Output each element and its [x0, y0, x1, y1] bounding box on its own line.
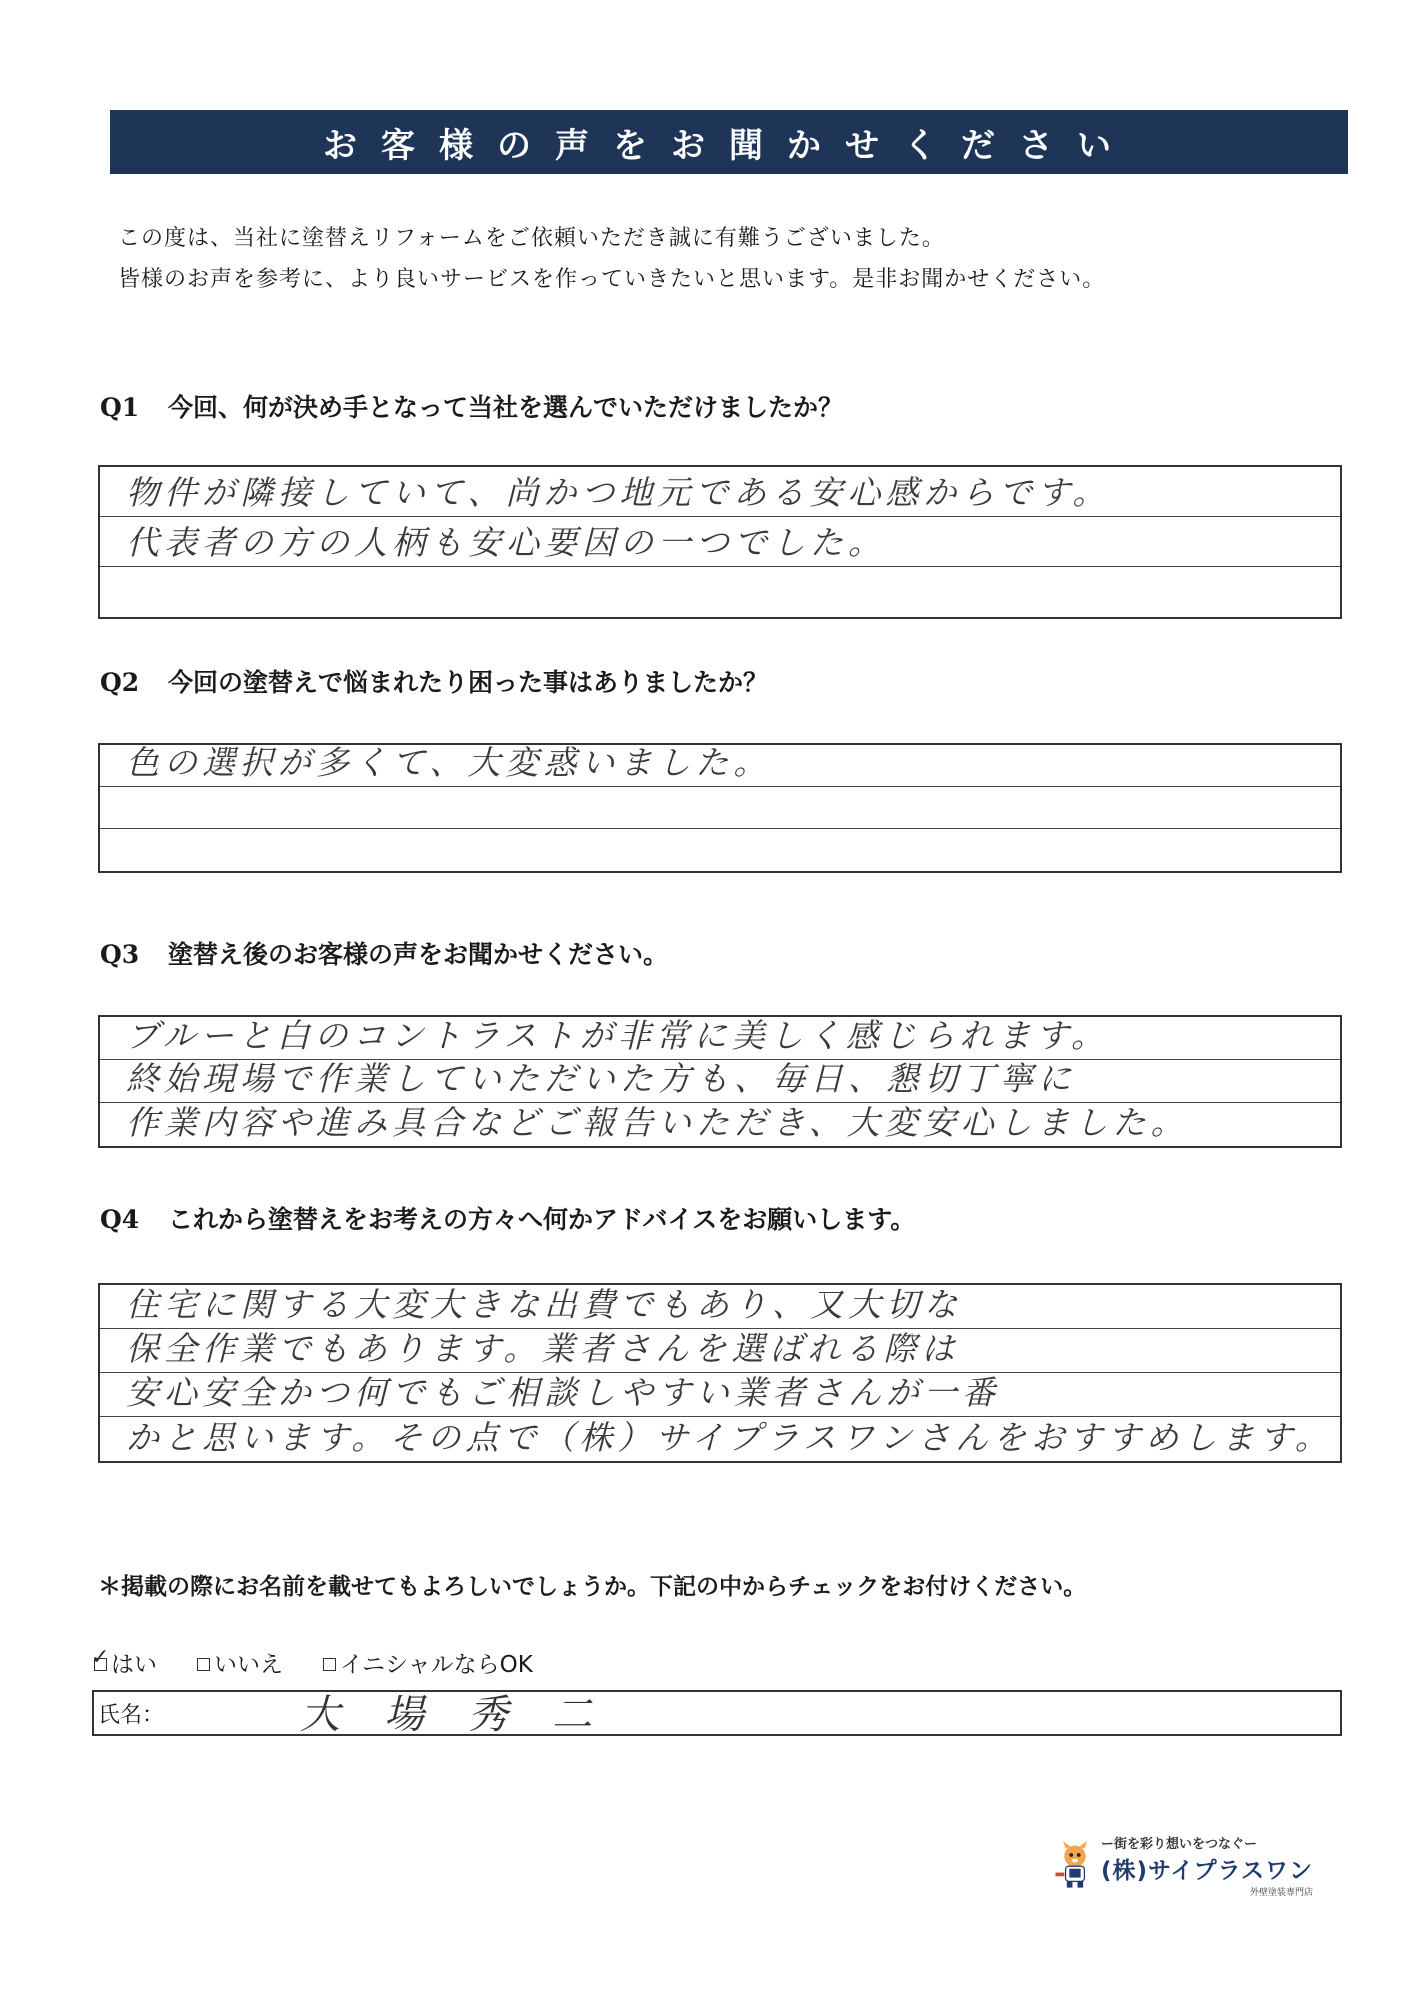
answer-box-3: [98, 1015, 1342, 1148]
company-name: (株)サイプラスワン: [1100, 1857, 1313, 1884]
name-field[interactable]: [92, 1690, 1342, 1736]
option-no[interactable]: [197, 1646, 283, 1679]
answer-box-4: [98, 1283, 1342, 1463]
answer-line: 保全作業でもあります。業者さんを選ばれる際は: [100, 1329, 1340, 1373]
answer-line: 色の選択が多くて、大変惑いました。: [100, 745, 1340, 787]
question-text: 今回の塗替えで悩まれたり困った事はありましたか？: [168, 668, 769, 697]
company-subtitle: 外壁塗装専門店: [1249, 1887, 1313, 1898]
question-text: これから塗替えをお考えの方々へ何かアドバイスをお願いします。: [168, 1205, 916, 1234]
question-3: [100, 935, 668, 971]
answer-line: 住宅に関する大変大きな出費でもあり、又大切な: [100, 1285, 1340, 1329]
question-2: [100, 663, 768, 699]
question-4: [100, 1200, 915, 1236]
option-initials[interactable]: [323, 1646, 533, 1679]
question-1: [100, 388, 843, 424]
checkbox-icon[interactable]: [197, 1658, 210, 1671]
option-label: イニシャルならOK: [340, 1652, 533, 1678]
intro-line: 皆様のお声を参考に、より良いサービスを作っていきたいと思います。是非お聞かせください。: [118, 267, 1106, 292]
answer-line: 作業内容や進み具合などご報告いただき、大変安心しました。: [126, 1103, 1189, 1142]
answer-line: 物件が隣接していて、尚かつ地元である安心感からです。: [100, 467, 1340, 517]
answer-line: [100, 567, 1340, 617]
question-number: Q4: [100, 1205, 140, 1234]
answer-line: [100, 829, 1340, 871]
answer-line: かと思います。その点で（株）サイプラスワンさんをおすすめします。: [126, 1418, 1333, 1457]
checkbox-checked-icon[interactable]: [94, 1658, 107, 1671]
answer-line: 安心安全かつ何でもご相談しやすい業者さんが一番: [100, 1373, 1340, 1417]
company-logo: [1053, 1820, 1313, 1910]
question-number: Q2: [100, 668, 140, 697]
consent-options: [94, 1646, 533, 1679]
question-number: Q3: [100, 940, 140, 969]
intro-line: この度は、当社に塗替えリフォームをご依頼いただき誠に有難うございました。: [118, 226, 945, 251]
company-tagline: ー街を彩り想いをつなぐー: [1100, 1836, 1257, 1852]
name-value: 大場秀二: [300, 1691, 636, 1738]
question-text: 今回、何が決め手となって当社を選んでいただけましたか？: [168, 393, 844, 422]
option-yes[interactable]: [94, 1646, 157, 1679]
mascot-icon: [1053, 1827, 1097, 1903]
answer-line: 終始現場で作業していただいた方も、毎日、懇切丁寧に: [100, 1060, 1340, 1103]
company-text: [1101, 1833, 1313, 1898]
page-title: お客様の声をお聞かせください: [110, 110, 1348, 174]
intro-text: [118, 218, 1105, 300]
consent-note: ＊掲載の際にお名前を載せてもよろしいでしょうか。下記の中からチェックをお付けください。: [98, 1573, 1087, 1600]
answer-box-1: [98, 465, 1342, 619]
answer-line: 代表者の方の人柄も安心要因の一つでした。: [100, 517, 1340, 567]
name-label: 氏名：: [98, 1702, 165, 1728]
option-label: はい: [111, 1652, 157, 1678]
question-number: Q1: [100, 393, 140, 422]
question-text: 塗替え後のお客様の声をお聞かせください。: [168, 940, 669, 969]
answer-box-2: [98, 743, 1342, 873]
checkbox-icon[interactable]: [323, 1658, 336, 1671]
option-label: いいえ: [214, 1652, 283, 1678]
answer-line: [100, 787, 1340, 829]
answer-line: ブルーと白のコントラストが非常に美しく感じられます。: [100, 1017, 1340, 1060]
